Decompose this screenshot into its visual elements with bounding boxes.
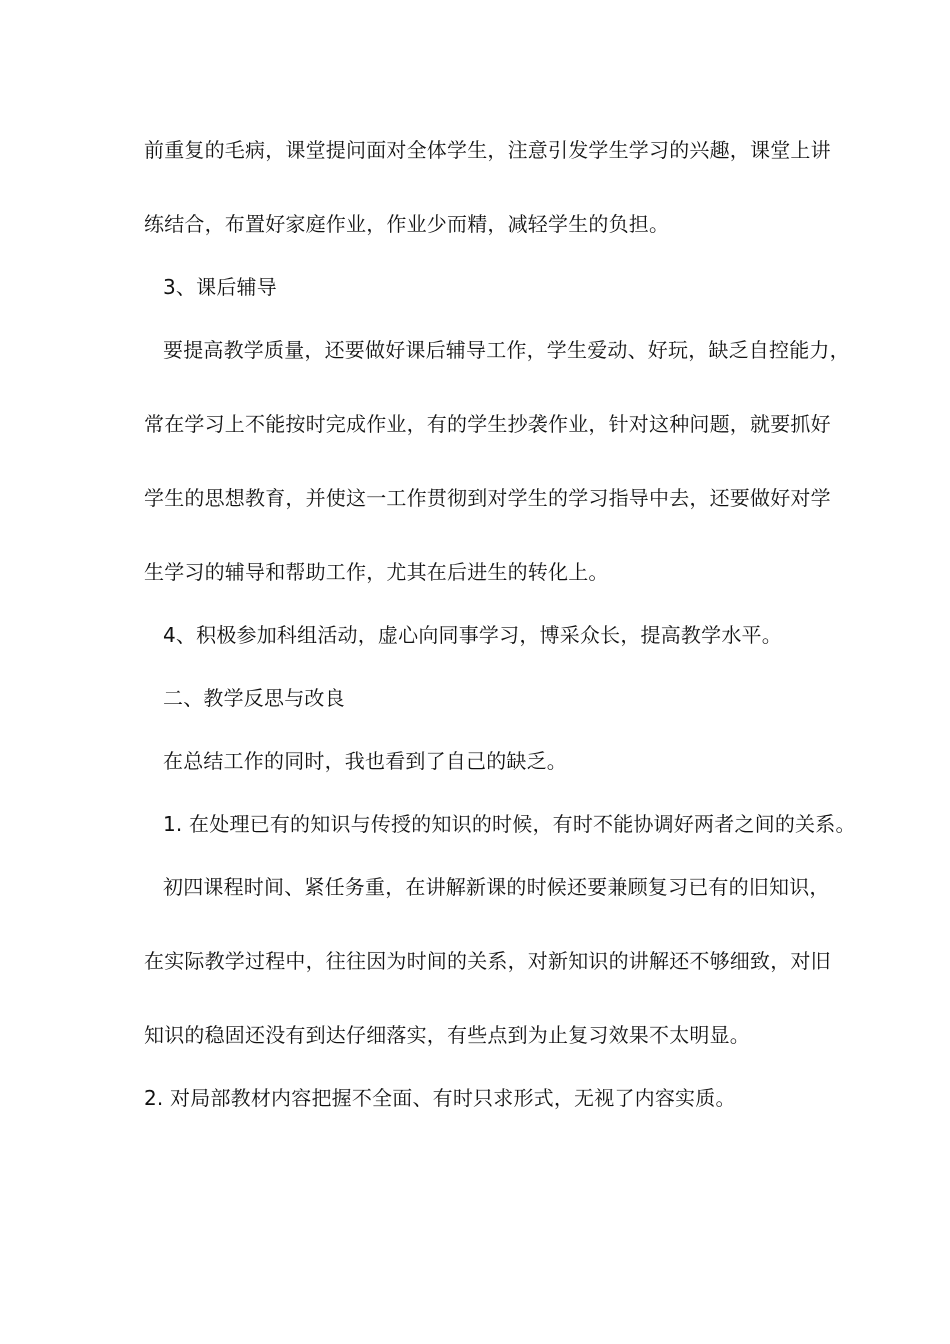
paragraph-line: 初四课程时间、紧任务重，在讲解新课的时候还要兼顾复习已有的旧知识， xyxy=(163,875,830,899)
paragraph-line: 生学习的辅导和帮助工作，尤其在后进生的转化上。 xyxy=(144,560,609,584)
paragraph-line: 学生的思想教育，并使这一工作贯彻到对学生的学习指导中去，还要做好对学 xyxy=(144,486,831,510)
paragraph-line: 要提高教学质量，还要做好课后辅导工作，学生爱动、好玩，缺乏自控能力， xyxy=(163,338,850,362)
list-item: 2. 对局部教材内容把握不全面、有时只求形式，无视了内容实质。 xyxy=(144,1086,736,1110)
section-heading: 二、教学反思与改良 xyxy=(163,686,345,710)
list-item: 4、积极参加科组活动，虚心向同事学习，博采众长，提高教学水平。 xyxy=(163,623,782,647)
paragraph-line: 练结合，布置好家庭作业，作业少而精，减轻学生的负担。 xyxy=(144,212,670,236)
paragraph-line: 在实际教学过程中，往往因为时间的关系，对新知识的讲解还不够细致，对旧 xyxy=(144,949,831,973)
paragraph-line: 在总结工作的同时，我也看到了自己的缺乏。 xyxy=(163,749,567,773)
list-item: 1. 在处理已有的知识与传授的知识的时候，有时不能协调好两者之间的关系。 xyxy=(163,812,856,836)
section-heading: 3、课后辅导 xyxy=(163,275,277,299)
paragraph-line: 前重复的毛病，课堂提问面对全体学生，注意引发学生学习的兴趣，课堂上讲 xyxy=(144,138,831,162)
paragraph-line: 常在学习上不能按时完成作业，有的学生抄袭作业，针对这种问题，就要抓好 xyxy=(144,412,831,436)
paragraph-line: 知识的稳固还没有到达仔细落实，有些点到为止复习效果不太明显。 xyxy=(144,1023,750,1047)
